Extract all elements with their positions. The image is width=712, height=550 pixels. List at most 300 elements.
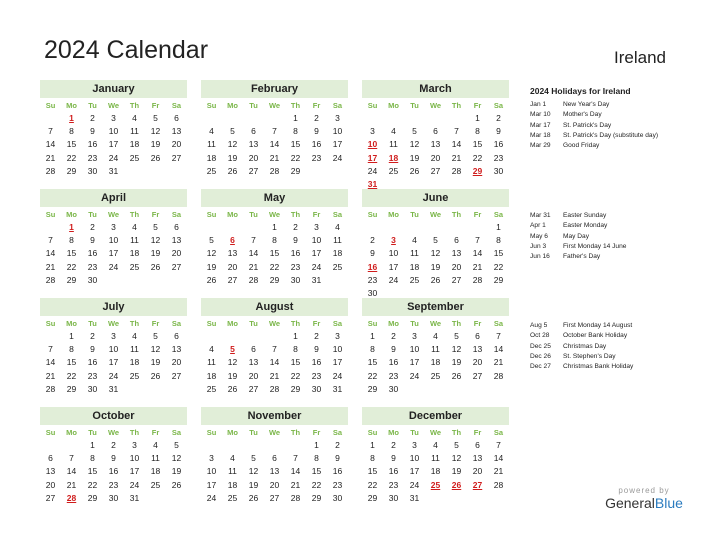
weekday-label: Mo xyxy=(388,428,399,437)
day-cell: 13 xyxy=(269,466,280,477)
empty-cell xyxy=(124,383,145,396)
day-cell: 18 xyxy=(206,370,217,381)
week-row xyxy=(362,383,509,396)
day-cell: 5 xyxy=(209,235,214,246)
holiday-date: Mar 17 xyxy=(530,121,551,129)
day-cell: 22 xyxy=(311,479,322,490)
month-title: March xyxy=(362,80,509,98)
country-label: Ireland xyxy=(614,48,666,67)
day-cell: 17 xyxy=(129,466,140,477)
day-cell: 7 xyxy=(475,235,480,246)
day-cell: 17 xyxy=(332,357,343,368)
weekday-label: Tu xyxy=(88,319,97,328)
empty-cell xyxy=(306,165,327,178)
day-cell: 26 xyxy=(150,152,161,163)
day-cell: 29 xyxy=(269,274,280,285)
day-cell: 5 xyxy=(433,235,438,246)
holiday-list-group-1 xyxy=(530,86,710,151)
empty-cell xyxy=(166,274,187,287)
day-cell: 28 xyxy=(269,165,280,176)
day-cell: 5 xyxy=(153,331,158,341)
day-cell: 12 xyxy=(430,248,441,259)
day-cell: 13 xyxy=(451,248,462,259)
day-cell: 25 xyxy=(227,492,238,503)
weekday-label: Sa xyxy=(171,428,182,437)
weekday-label: Th xyxy=(129,428,140,437)
weekday-label: Mo xyxy=(227,319,238,328)
day-cell: 11 xyxy=(130,235,139,246)
holiday-name: St. Patrick's Day xyxy=(563,121,612,129)
day-cell: 21 xyxy=(45,152,56,163)
month-title: June xyxy=(362,189,509,207)
weekday-label: Sa xyxy=(332,101,343,110)
day-cell: 20 xyxy=(472,357,483,368)
day-cell: 8 xyxy=(272,235,277,246)
day-cell: 25 xyxy=(150,479,161,490)
day-cell: 6 xyxy=(251,126,256,137)
day-cell: 3 xyxy=(132,440,137,450)
empty-cell xyxy=(425,492,446,505)
week-row xyxy=(362,261,509,274)
day-cell: 20 xyxy=(45,479,56,490)
day-cell: 26 xyxy=(206,274,217,285)
holiday-item xyxy=(530,331,710,341)
day-cell: 3 xyxy=(111,222,116,232)
day-cell: 27 xyxy=(171,152,182,163)
weekday-label: Fr xyxy=(312,210,321,219)
holiday-day-cell: 27 xyxy=(472,479,483,490)
weekday-label: Tu xyxy=(410,428,419,437)
empty-cell xyxy=(222,439,243,452)
empty-cell xyxy=(467,383,488,396)
day-cell: 20 xyxy=(269,479,280,490)
month-title: November xyxy=(201,407,348,425)
day-cell: 8 xyxy=(90,453,95,464)
day-cell: 19 xyxy=(409,152,420,163)
weekday-label: Sa xyxy=(493,319,504,328)
weekday-header xyxy=(201,209,348,221)
day-cell: 9 xyxy=(370,248,375,259)
brand-general: General xyxy=(605,495,655,511)
month-title: October xyxy=(40,407,187,425)
day-cell: 8 xyxy=(496,235,501,246)
weekday-label: Su xyxy=(45,210,56,219)
day-cell: 5 xyxy=(230,126,235,137)
day-cell: 18 xyxy=(409,261,420,272)
weekday-label: Th xyxy=(451,428,462,437)
week-row xyxy=(362,452,509,465)
brand-name xyxy=(588,495,700,511)
day-cell: 9 xyxy=(90,126,95,137)
day-cell: 25 xyxy=(129,261,140,272)
holiday-item xyxy=(530,211,710,221)
day-cell: 4 xyxy=(433,440,438,450)
day-cell: 3 xyxy=(314,222,319,232)
day-cell: 21 xyxy=(493,466,504,477)
day-cell: 18 xyxy=(129,357,140,368)
day-cell: 7 xyxy=(48,235,53,246)
day-cell: 4 xyxy=(391,126,396,137)
holiday-item xyxy=(530,342,710,352)
day-cell: 5 xyxy=(153,222,158,232)
day-cell: 19 xyxy=(248,479,259,490)
weekday-label: Fr xyxy=(312,319,321,328)
day-cell: 28 xyxy=(472,274,483,285)
empty-cell xyxy=(61,439,82,452)
holiday-date: Oct 28 xyxy=(530,332,550,340)
day-cell: 13 xyxy=(171,235,182,246)
day-cell: 2 xyxy=(90,331,95,341)
day-cell: 11 xyxy=(431,453,440,464)
day-cell: 9 xyxy=(293,235,298,246)
day-cell: 3 xyxy=(111,331,116,341)
week-row xyxy=(362,165,509,178)
day-cell: 14 xyxy=(45,248,56,259)
week-row xyxy=(362,221,509,234)
week-row xyxy=(40,479,187,492)
holiday-day-cell: 17 xyxy=(367,152,378,163)
weekday-label: Th xyxy=(290,101,301,110)
day-cell: 30 xyxy=(87,383,98,394)
empty-cell xyxy=(404,221,425,234)
weekday-label: We xyxy=(107,319,120,328)
day-cell: 16 xyxy=(311,139,322,150)
holiday-list-group-2 xyxy=(530,211,710,262)
day-cell: 1 xyxy=(475,113,480,123)
week-row xyxy=(201,261,348,274)
day-cell: 20 xyxy=(227,261,238,272)
day-cell: 23 xyxy=(311,370,322,381)
generalblue-logo[interactable] xyxy=(588,486,700,511)
day-cell: 9 xyxy=(496,126,501,137)
weekday-header xyxy=(40,318,187,330)
empty-cell xyxy=(446,383,467,396)
holiday-date: Apr 1 xyxy=(530,222,546,230)
weekday-label: Su xyxy=(206,210,217,219)
day-cell: 13 xyxy=(171,126,182,137)
day-cell: 15 xyxy=(66,357,77,368)
day-cell: 27 xyxy=(430,165,441,176)
week-row xyxy=(40,112,187,125)
day-cell: 14 xyxy=(248,248,259,259)
day-cell: 19 xyxy=(430,261,441,272)
week-row xyxy=(201,356,348,369)
day-cell: 4 xyxy=(412,235,417,246)
day-cell: 13 xyxy=(430,139,441,150)
week-row xyxy=(362,234,509,247)
holiday-name: Christmas Bank Holiday xyxy=(563,363,634,371)
holiday-name: Easter Monday xyxy=(563,222,608,230)
empty-cell xyxy=(40,330,61,343)
day-cell: 10 xyxy=(108,344,119,355)
empty-cell xyxy=(201,221,222,234)
day-cell: 17 xyxy=(311,248,322,259)
brand-blue: Blue xyxy=(654,495,683,511)
weekday-label: We xyxy=(429,319,442,328)
day-cell: 3 xyxy=(209,453,214,464)
day-cell: 30 xyxy=(290,274,301,285)
week-row xyxy=(201,138,348,151)
holiday-day-cell: 25 xyxy=(430,479,441,490)
weekday-label: Th xyxy=(290,210,301,219)
weekday-label: Su xyxy=(45,428,56,437)
day-cell: 24 xyxy=(206,492,217,503)
day-cell: 2 xyxy=(335,440,340,450)
holiday-item xyxy=(530,121,710,131)
day-cell: 5 xyxy=(454,440,459,450)
day-cell: 27 xyxy=(269,492,280,503)
holiday-day-cell: 6 xyxy=(230,235,235,246)
week-row xyxy=(40,343,187,356)
day-cell: 11 xyxy=(431,344,440,355)
holiday-name: Father's Day xyxy=(563,253,601,261)
day-cell: 30 xyxy=(311,383,322,394)
holiday-item xyxy=(530,141,710,151)
week-row xyxy=(201,221,348,234)
day-cell: 25 xyxy=(430,370,441,381)
day-cell: 10 xyxy=(129,453,140,464)
day-cell: 17 xyxy=(108,139,119,150)
month-title: September xyxy=(362,298,509,316)
day-cell: 12 xyxy=(227,139,238,150)
weekday-label: Tu xyxy=(249,210,258,219)
weekday-label: Th xyxy=(451,210,462,219)
month-october xyxy=(40,407,187,505)
holiday-date: Mar 31 xyxy=(530,212,551,219)
day-cell: 16 xyxy=(108,466,119,477)
day-cell: 19 xyxy=(150,248,161,259)
day-cell: 17 xyxy=(332,139,343,150)
day-cell: 14 xyxy=(451,139,462,150)
holiday-item xyxy=(530,242,710,252)
day-cell: 14 xyxy=(45,139,56,150)
day-cell: 5 xyxy=(454,331,459,341)
weekday-label: We xyxy=(107,428,120,437)
holiday-item xyxy=(530,221,710,231)
day-cell: 19 xyxy=(227,152,238,163)
week-row xyxy=(362,247,509,260)
empty-cell xyxy=(362,221,383,234)
month-title: February xyxy=(201,80,348,98)
day-cell: 23 xyxy=(87,152,98,163)
week-row xyxy=(201,274,348,287)
day-cell: 7 xyxy=(272,344,277,355)
week-row xyxy=(201,439,348,452)
weekday-label: Tu xyxy=(410,101,419,110)
day-cell: 19 xyxy=(150,357,161,368)
month-title: May xyxy=(201,189,348,207)
day-cell: 21 xyxy=(66,479,77,490)
holiday-date: Dec 26 xyxy=(530,352,551,360)
week-row xyxy=(362,112,509,125)
month-july xyxy=(40,298,187,396)
day-cell: 22 xyxy=(367,370,378,381)
weekday-label: We xyxy=(268,428,281,437)
day-cell: 11 xyxy=(333,235,342,246)
day-cell: 22 xyxy=(66,152,77,163)
day-cell: 3 xyxy=(335,331,340,341)
empty-cell xyxy=(40,112,61,125)
week-row xyxy=(201,152,348,165)
day-cell: 7 xyxy=(48,126,53,137)
day-cell: 6 xyxy=(475,331,480,341)
day-cell: 13 xyxy=(248,139,259,150)
weekday-label: Su xyxy=(206,319,217,328)
day-cell: 12 xyxy=(227,357,238,368)
day-cell: 14 xyxy=(269,139,280,150)
holiday-date: Jun 3 xyxy=(530,242,547,250)
weekday-label: Fr xyxy=(312,101,321,110)
day-cell: 28 xyxy=(45,274,56,285)
day-cell: 8 xyxy=(314,453,319,464)
empty-cell xyxy=(446,492,467,505)
holiday-day-cell: 18 xyxy=(388,152,399,163)
week-row xyxy=(201,492,348,505)
day-cell: 15 xyxy=(493,248,504,259)
week-row xyxy=(201,479,348,492)
holiday-date: Dec 27 xyxy=(530,363,551,371)
day-cell: 15 xyxy=(269,248,280,259)
empty-cell xyxy=(362,112,383,125)
weekday-label: Th xyxy=(290,428,301,437)
day-cell: 23 xyxy=(332,479,343,490)
weekday-header xyxy=(201,100,348,112)
weekday-label: Sa xyxy=(332,319,343,328)
day-cell: 1 xyxy=(272,222,277,232)
empty-cell xyxy=(488,492,509,505)
day-cell: 6 xyxy=(48,453,53,464)
weekday-label: Tu xyxy=(88,428,97,437)
day-cell: 5 xyxy=(412,126,417,137)
day-cell: 15 xyxy=(66,248,77,259)
day-cell: 24 xyxy=(108,152,119,163)
empty-cell xyxy=(40,439,61,452)
holiday-name: St. Patrick's Day (substitute day) xyxy=(563,131,659,139)
holiday-name: First Monday 14 June xyxy=(563,242,627,250)
day-cell: 2 xyxy=(314,113,319,123)
week-row xyxy=(362,465,509,478)
day-cell: 12 xyxy=(150,235,161,246)
day-cell: 23 xyxy=(290,261,301,272)
week-row xyxy=(201,343,348,356)
empty-cell xyxy=(222,221,243,234)
weekday-label: We xyxy=(268,319,281,328)
day-cell: 26 xyxy=(409,165,420,176)
weekday-header xyxy=(40,209,187,221)
weekday-label: Tu xyxy=(410,210,419,219)
holiday-item xyxy=(530,352,710,362)
day-cell: 16 xyxy=(388,466,399,477)
empty-cell xyxy=(383,112,404,125)
week-row xyxy=(40,370,187,383)
holiday-name: Mother's Day xyxy=(563,111,602,119)
holiday-date: May 6 xyxy=(530,232,548,240)
empty-cell xyxy=(103,274,124,287)
empty-cell xyxy=(264,112,285,125)
weekday-label: Fr xyxy=(151,101,160,110)
day-cell: 13 xyxy=(472,344,483,355)
day-cell: 24 xyxy=(388,274,399,285)
day-cell: 6 xyxy=(454,235,459,246)
empty-cell xyxy=(40,221,61,234)
day-cell: 23 xyxy=(493,152,504,163)
day-cell: 22 xyxy=(87,479,98,490)
empty-cell xyxy=(446,112,467,125)
day-cell: 24 xyxy=(367,165,378,176)
day-cell: 4 xyxy=(335,222,340,232)
day-cell: 21 xyxy=(45,261,56,272)
holiday-date: Jun 16 xyxy=(530,253,550,261)
day-cell: 26 xyxy=(227,165,238,176)
day-cell: 3 xyxy=(412,440,417,450)
day-cell: 1 xyxy=(293,113,298,123)
holiday-name: Good Friday xyxy=(563,142,600,150)
day-cell: 1 xyxy=(69,331,74,341)
day-cell: 2 xyxy=(391,440,396,450)
day-cell: 4 xyxy=(209,126,214,137)
day-cell: 16 xyxy=(388,357,399,368)
week-row xyxy=(201,465,348,478)
month-march xyxy=(362,80,509,191)
weekday-label: Mo xyxy=(388,101,399,110)
day-cell: 21 xyxy=(451,152,462,163)
day-cell: 14 xyxy=(290,466,301,477)
day-cell: 27 xyxy=(248,383,259,394)
day-cell: 4 xyxy=(132,331,137,341)
day-cell: 15 xyxy=(66,139,77,150)
weekday-label: Tu xyxy=(410,319,419,328)
weekday-label: Mo xyxy=(227,210,238,219)
day-cell: 6 xyxy=(174,113,179,123)
day-cell: 16 xyxy=(290,248,301,259)
day-cell: 17 xyxy=(388,261,399,272)
weekday-label: Th xyxy=(451,319,462,328)
day-cell: 19 xyxy=(206,261,217,272)
day-cell: 10 xyxy=(332,126,343,137)
week-row xyxy=(40,452,187,465)
weekday-label: Th xyxy=(451,101,462,110)
week-row xyxy=(40,274,187,287)
week-row xyxy=(40,234,187,247)
day-cell: 28 xyxy=(290,492,301,503)
weekday-header xyxy=(40,427,187,439)
weekday-label: Fr xyxy=(151,210,160,219)
day-cell: 27 xyxy=(171,370,182,381)
month-title: August xyxy=(201,298,348,316)
day-cell: 18 xyxy=(129,139,140,150)
day-cell: 12 xyxy=(171,453,182,464)
day-cell: 1 xyxy=(293,331,298,341)
holiday-day-cell: 31 xyxy=(367,178,378,189)
holiday-name: Christmas Day xyxy=(563,342,607,350)
empty-cell xyxy=(201,439,222,452)
week-row xyxy=(201,234,348,247)
day-cell: 13 xyxy=(171,344,182,355)
week-row xyxy=(201,330,348,343)
week-row xyxy=(40,383,187,396)
week-row xyxy=(362,125,509,138)
week-row xyxy=(362,479,509,492)
day-cell: 6 xyxy=(251,344,256,355)
holiday-day-cell: 28 xyxy=(66,492,77,503)
holiday-date: Mar 29 xyxy=(530,142,551,150)
weekday-label: Su xyxy=(367,319,378,328)
holiday-day-cell: 10 xyxy=(367,139,378,150)
day-cell: 24 xyxy=(409,479,420,490)
day-cell: 24 xyxy=(108,261,119,272)
empty-cell xyxy=(467,492,488,505)
weekday-label: Sa xyxy=(171,319,182,328)
